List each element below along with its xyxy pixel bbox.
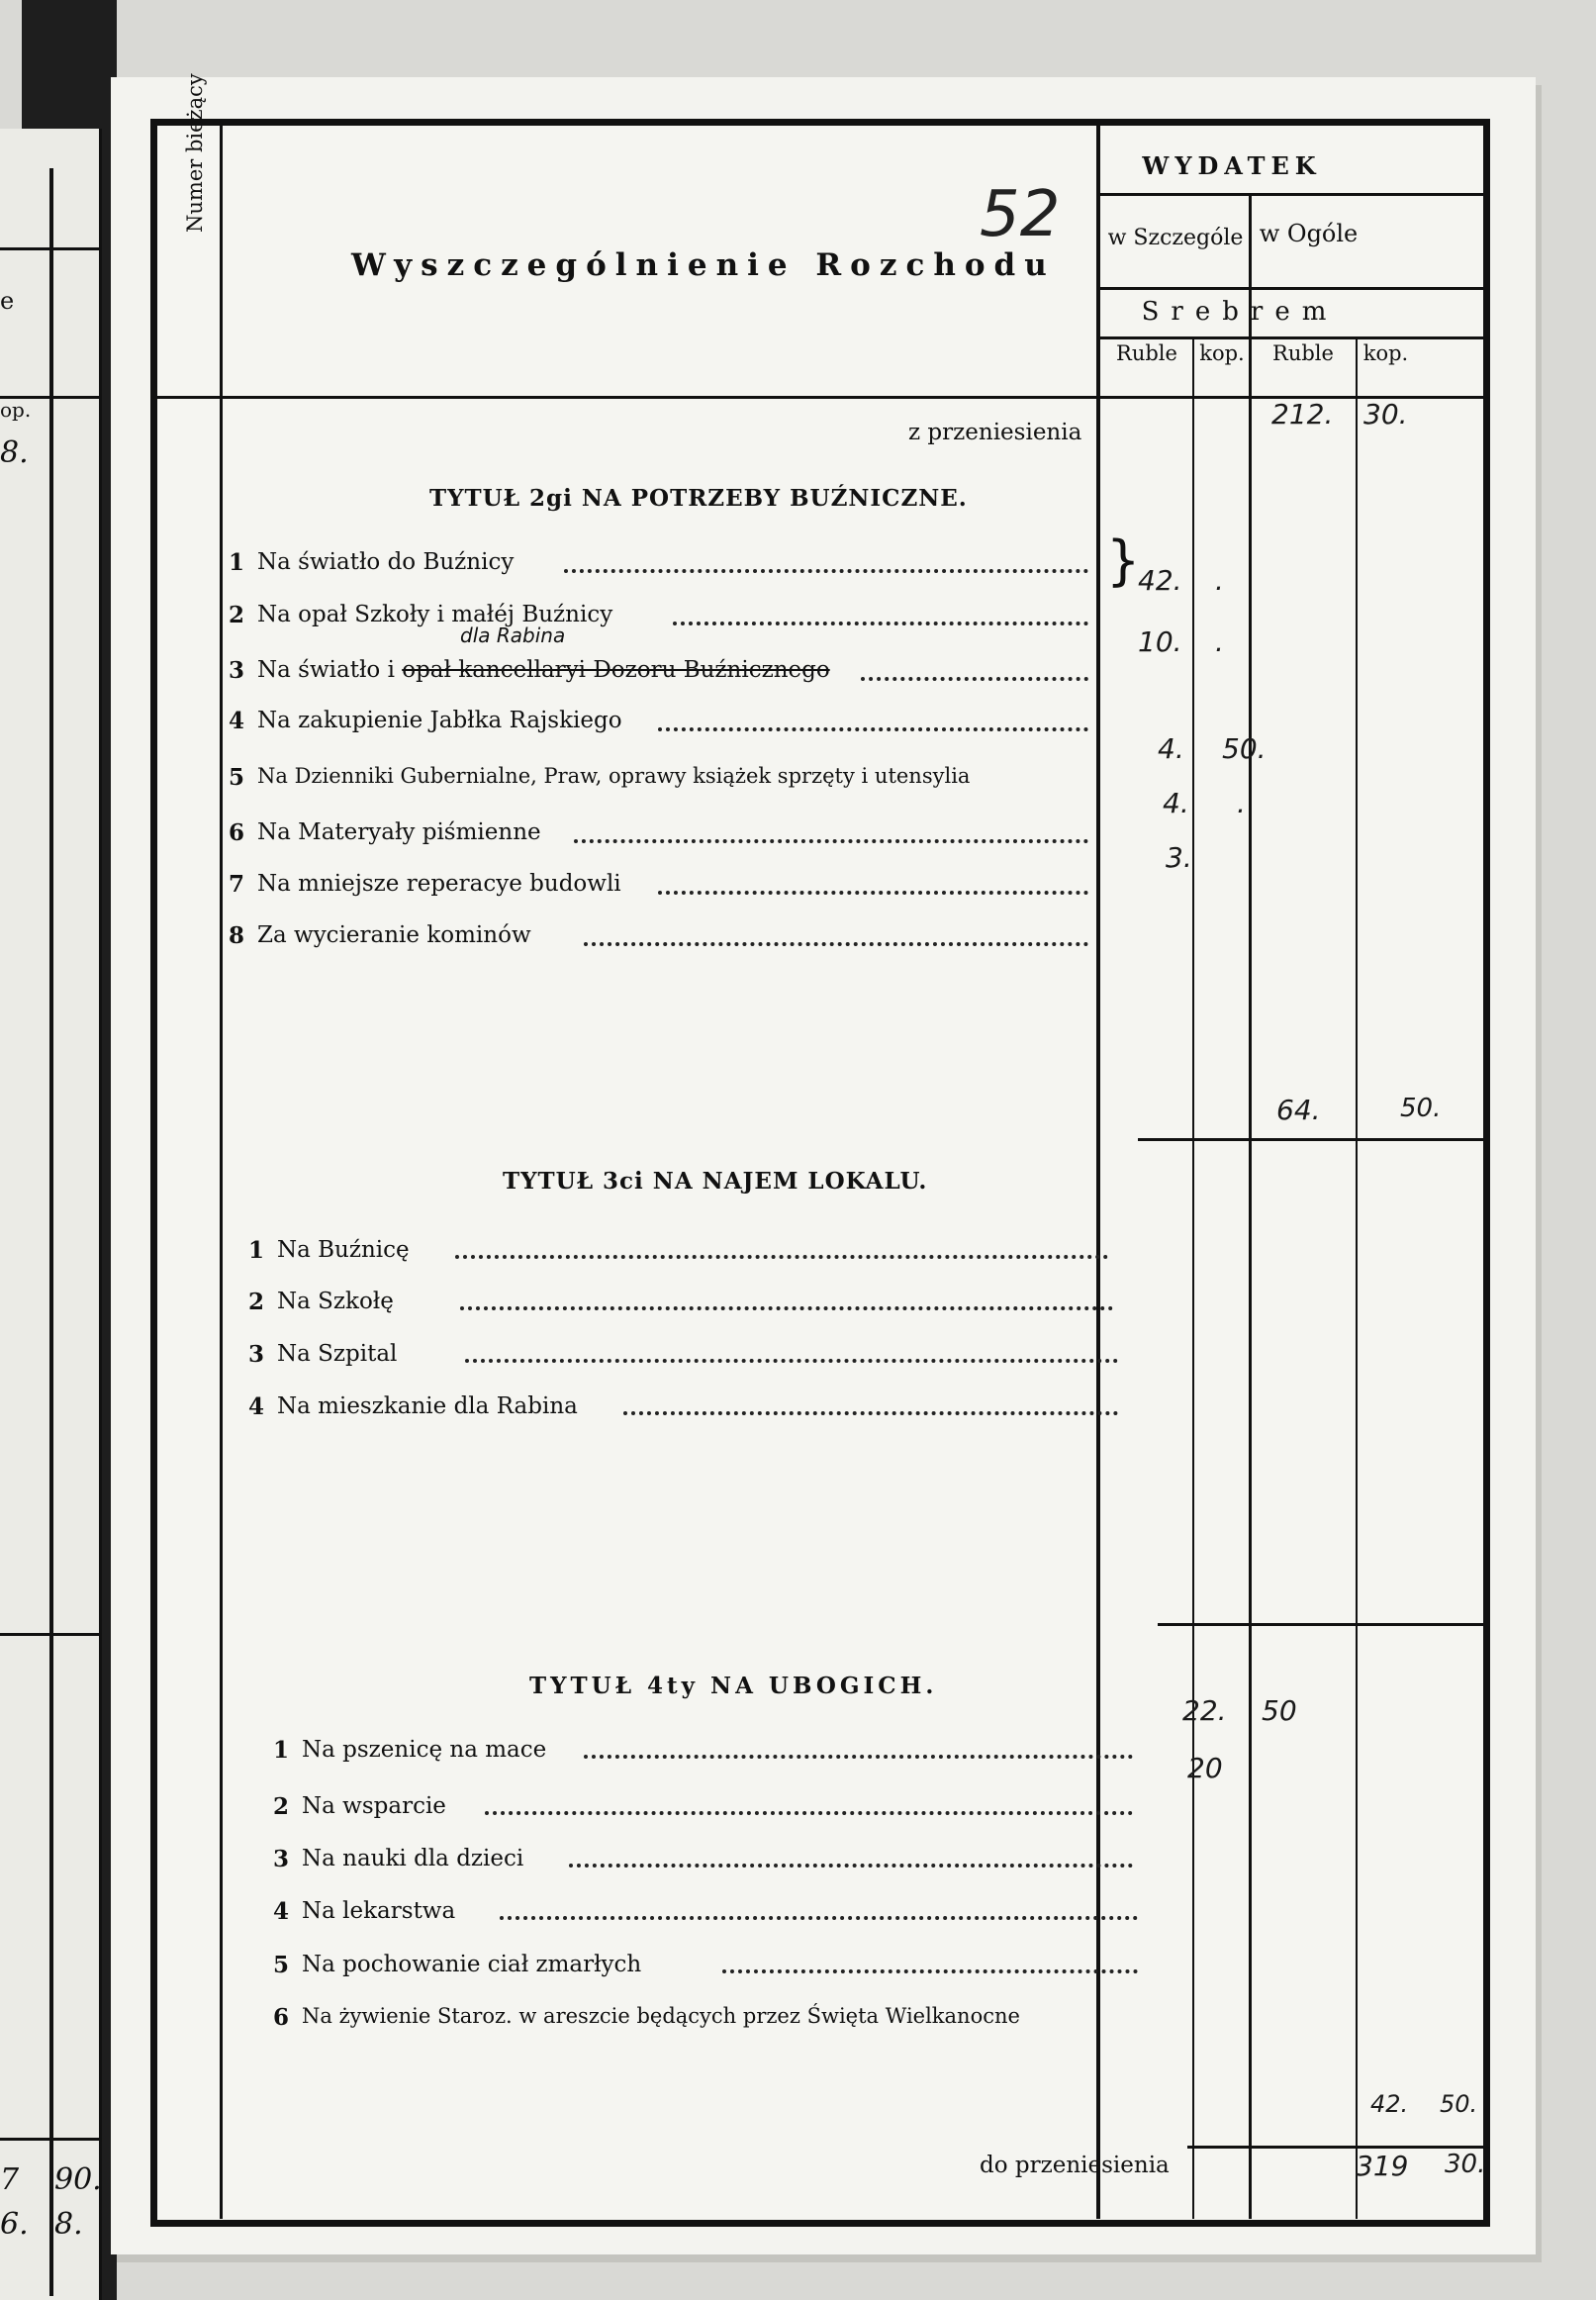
left-page-text: 7 <box>0 2162 20 2197</box>
carry-out-kopecks: 30. <box>1445 2150 1486 2179</box>
dot-leader <box>455 1255 1108 1259</box>
column-description-header: Wyszczególnienie Rozchodu <box>351 247 1056 283</box>
dot-leader <box>460 1306 1113 1310</box>
line-number: 6 <box>228 819 244 846</box>
line-number: 2 <box>272 1793 289 1820</box>
kop-header: kop. <box>1362 341 1409 365</box>
amount-kopecks: . <box>1215 625 1224 658</box>
subtotal-rubles: 64. <box>1276 1094 1321 1126</box>
line-description: Na nauki dla dzieci <box>302 1846 524 1871</box>
dot-leader <box>861 677 1088 681</box>
carry-in-label: z przeniesienia <box>908 420 1082 445</box>
amount-column-rule <box>1096 126 1100 2219</box>
carry-in-rubles: 212. <box>1271 398 1334 431</box>
w-szczegole-header: w Szczególe <box>1107 226 1244 250</box>
line-description: Na światło i <box>257 657 403 683</box>
amount-rubles: 10. <box>1138 625 1182 658</box>
subtotal-rule <box>1158 1623 1483 1626</box>
wydatek-rule <box>1100 193 1483 196</box>
dot-leader <box>658 727 1088 731</box>
left-page-text: 90. <box>54 2162 102 2197</box>
amount-rubles: 3. <box>1166 841 1192 874</box>
line-number: 3 <box>247 1341 264 1368</box>
line-description: Na zakupienie Jabłka Rajskiego <box>257 708 622 733</box>
amount-kopecks: 50. <box>1222 732 1267 765</box>
srebrem-header: Srebrem <box>1141 297 1339 327</box>
line-description: Na Szkołę <box>277 1289 394 1314</box>
line-number: 1 <box>272 1737 289 1764</box>
line-number: 2 <box>228 602 244 628</box>
amount-kopecks: 50 <box>1262 1694 1297 1727</box>
ruble-header: Ruble <box>1116 341 1177 365</box>
line-number: 4 <box>228 708 244 734</box>
amount-rubles: 20 <box>1187 1752 1223 1784</box>
brace-mark: } <box>1106 529 1141 592</box>
line-number: 1 <box>228 549 244 576</box>
w-ogole-header: w Ogóle <box>1259 220 1359 247</box>
kop-header: kop. <box>1199 341 1245 365</box>
units-rule <box>1100 336 1483 339</box>
dot-leader <box>500 1916 1138 1920</box>
struck-text: opał kancellaryi Dozoru Buźnicznego <box>402 657 830 683</box>
handwritten-page-number: 52 <box>980 178 1061 251</box>
left-page-text: 8. <box>54 2207 83 2242</box>
kop1-rule <box>1192 336 1194 2219</box>
dot-leader <box>465 1359 1118 1363</box>
dot-leader <box>485 1811 1133 1815</box>
left-page-text: 6. <box>0 2207 29 2242</box>
line-description: Na pszenicę na mace <box>302 1737 547 1763</box>
line-description: Na wsparcie <box>302 1793 446 1819</box>
line-description: Za wycieranie kominów <box>257 922 531 948</box>
left-page-text: op. <box>0 398 32 422</box>
line-description: Na mieszkanie dla Rabina <box>277 1393 578 1419</box>
subtotal-kopecks: 50. <box>1440 2090 1478 2118</box>
amount-rubles: 42. <box>1138 564 1182 597</box>
subtotal-rule <box>1138 1138 1483 1141</box>
line-description: Na pochowanie ciał zmarłych <box>302 1952 642 1977</box>
line-number: 5 <box>272 1952 289 1978</box>
dot-leader <box>584 1755 1133 1759</box>
left-page-text: e <box>0 287 15 315</box>
line-number: 1 <box>247 1237 264 1264</box>
line-description: Na Materyały piśmienne <box>257 819 541 845</box>
dot-leader <box>584 942 1088 946</box>
line-number: 3 <box>272 1846 289 1872</box>
line-number: 7 <box>228 871 244 898</box>
number-column-rule <box>220 126 223 2219</box>
line-description: Na Dzienniki Gubernialne, Praw, oprawy książek sprzęty i utensylia <box>257 764 971 788</box>
line-description: Na żywienie Staroz. w areszcie będących przez Święta Wielkanocne <box>302 2004 1020 2028</box>
line-number: 4 <box>247 1393 264 1420</box>
line-number: 8 <box>228 922 244 949</box>
line-number: 3 <box>228 657 244 684</box>
amount-kopecks: . <box>1237 787 1246 819</box>
dot-leader <box>564 569 1088 573</box>
kop2-rule <box>1356 336 1358 2219</box>
ruble-header: Ruble <box>1272 341 1334 365</box>
subtotal-kopecks: 50. <box>1400 1094 1442 1123</box>
amount-rubles: 4. <box>1163 787 1189 819</box>
srebrem-rule <box>1100 287 1483 290</box>
line-number: 5 <box>228 764 244 791</box>
section-title-2: TYTUŁ 2gi NA POTRZEBY BUŹNICZNE. <box>429 485 968 512</box>
line-description: Na mniejsze reperacye budowli <box>257 871 621 897</box>
carry-out-label: do przeniesienia <box>980 2153 1170 2178</box>
line-number: 2 <box>247 1289 264 1315</box>
carry-in-kopecks: 30. <box>1363 398 1408 431</box>
line-number: 4 <box>272 1898 289 1925</box>
amount-rubles: 4. <box>1158 732 1184 765</box>
dot-leader <box>658 891 1088 895</box>
amount-kopecks: . <box>1215 564 1224 597</box>
carry-out-rubles: 319 <box>1356 2150 1409 2182</box>
subtotal-rubles: 42. <box>1370 2090 1409 2118</box>
line-description: Na opał Szkoły i małéj Buźnicy <box>257 602 613 627</box>
column-number-header: Numer bieżący <box>183 73 207 233</box>
line-description: Na lekarstwa <box>302 1898 456 1924</box>
section-title-3: TYTUŁ 3ci NA NAJEM LOKALU. <box>503 1168 928 1195</box>
section-title-4: TYTUŁ 4ty NA UBOGICH. <box>529 1673 938 1699</box>
line-number: 6 <box>272 2004 289 2031</box>
wydatek-header: WYDATEK <box>1142 151 1322 180</box>
amount-rubles: 22. <box>1182 1694 1227 1727</box>
szczegol-ogol-rule <box>1249 193 1252 2219</box>
total-rule <box>1187 2146 1483 2149</box>
left-page-fragment <box>0 129 102 2300</box>
dot-leader <box>673 622 1088 625</box>
line-description: Na światło do Buźnicy <box>257 549 515 575</box>
handwritten-insert: dla Rabina <box>460 623 566 647</box>
line-description-group <box>257 657 830 683</box>
line-description: Na Szpital <box>277 1341 398 1367</box>
dot-leader <box>569 1864 1133 1868</box>
dot-leader <box>722 1969 1138 1973</box>
dot-leader <box>574 839 1088 843</box>
left-page-text: 8. <box>0 435 29 470</box>
line-description: Na Buźnicę <box>277 1237 410 1263</box>
left-page-vrule <box>49 168 53 2296</box>
dot-leader <box>623 1411 1118 1415</box>
